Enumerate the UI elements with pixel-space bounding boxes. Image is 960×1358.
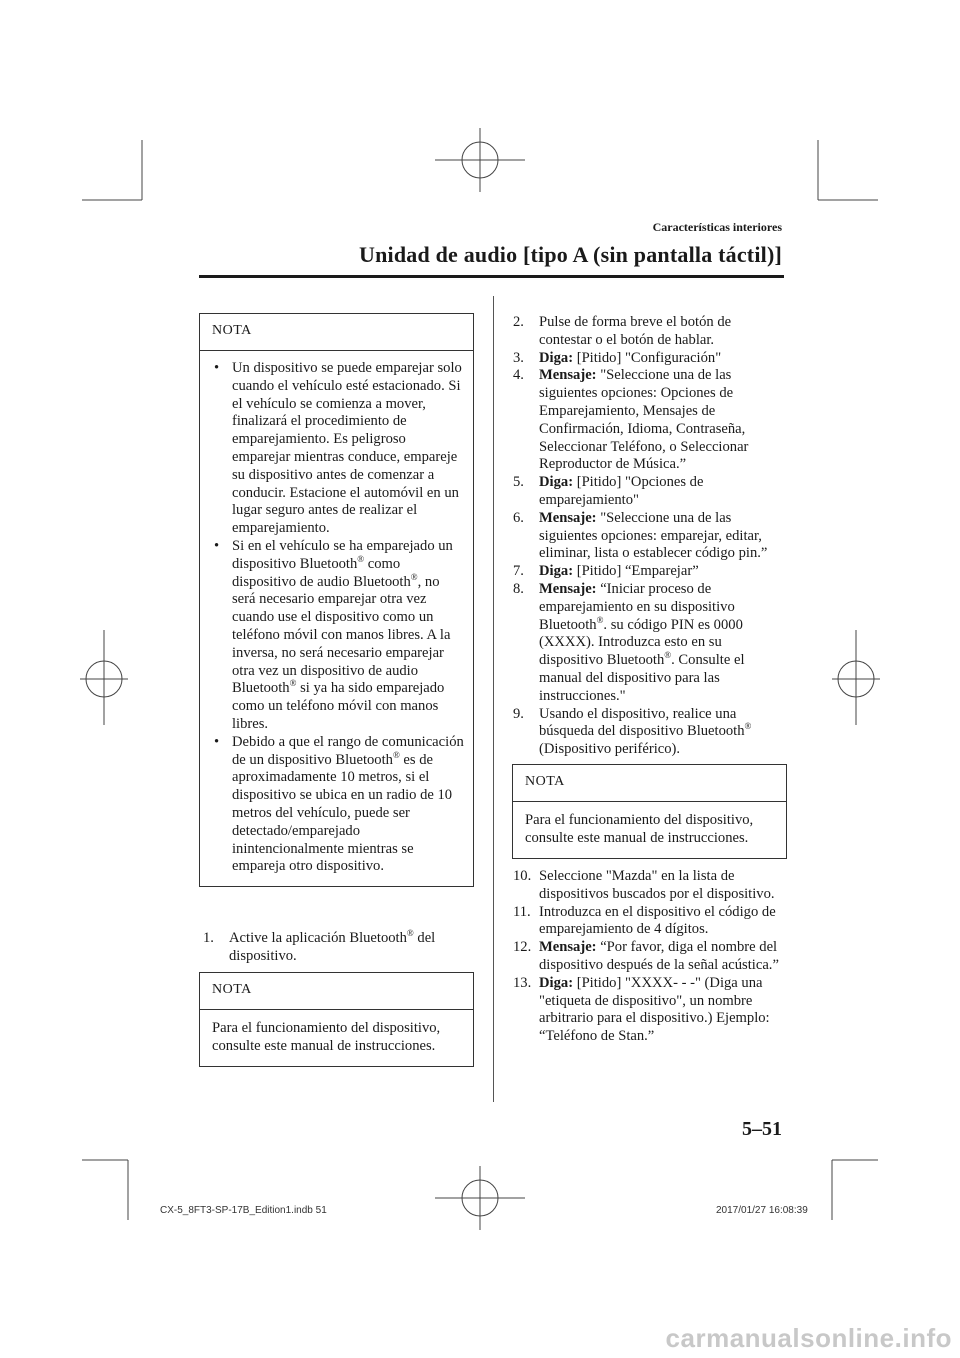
step-text: [Pitido] “Emparejar” [573,563,699,580]
step-item [513,868,785,904]
step-text: Seleccione "Mazda" en la lista de dispositivos buscados por el dispositivo. [539,868,775,902]
note-heading: NOTA [200,314,473,351]
note-body [200,351,473,886]
note-bullet-text: Si en el vehículo se ha emparejado un dispositivo Bluetooth® como dispositivo de audio Bluetooth®, no será necesario emparejar otra vez cuando use el dispositivo como un teléfono móvil con manos libres. A la inversa, no será necesario emparejar otra vez un dispositivo de audio Bluetooth® si ya ha sido emparejado como un teléfono móvil con manos libres. [232,537,453,732]
step-item [513,474,785,510]
step-text: "Seleccione una de las siguientes opciones: emparejar, editar, eliminar, lista o establecer código pin.” [539,509,768,562]
step-number: 13. [513,974,532,991]
step-number: 7. [513,563,524,580]
step-label: Diga: [539,474,574,491]
step-number: 4. [513,367,524,384]
step-number: 1. [203,930,214,946]
page-title: Unidad de audio [tipo A (sin pantalla táctil)] [359,242,782,267]
note-body: Para el funcionamiento del dispositivo, consulte este manual de instrucciones. [525,812,754,846]
step-number: 9. [513,705,524,722]
step-text: Active la aplicación Bluetooth® del dispositivo. [229,928,436,964]
step-number: 3. [513,349,524,366]
step-number: 6. [513,509,524,526]
step-text: Pulse de forma breve el botón de contestar o el botón de hablar. [539,314,732,348]
step-number: 5. [513,474,524,491]
step-text: “Iniciar proceso de emparejamiento en su dispositivo Bluetooth®. su código PIN es 0000 (XXXX). Introduzca esto en su dispositivo Bluetooth®. Consulte el manual del dispositivo para las instrucciones." [539,580,745,704]
step-item [513,510,785,563]
note-bullet: • Un dispositivo se puede emparejar solo cuando el vehículo esté estacionado. Si el vehículo se comienza a mover, finalizará el procedimiento de emparejamiento. Es peligroso emparejar mientras conduce, empareje su dispositivo antes de comenzar a conducir. Estacione el automóvil en un lugar seguro antes de realizar el emparejamiento. [214,360,462,537]
step-text: "Seleccione una de las siguientes opciones: Opciones de Emparejamiento, Mensajes de Confirmación, Idioma, Contraseña, Seleccionar Teléfono, o Seleccionar Reproductor de Música.” [539,367,749,473]
step-item [513,563,785,581]
note-bullet-text: Un dispositivo se puede emparejar solo cuando el vehículo esté estacionado. Si el vehículo se comienza a mover, finalizará el procedimiento de emparejamiento. Es peligroso emparejar mientras conduce, empareje su dispositivo antes de comenzar a conducir. Estacione el automóvil en un lugar seguro antes de realizar el emparejamiento. [232,360,462,537]
step-item [513,904,785,940]
step-text: Introduzca en el dispositivo el código de emparejamiento de 4 dígitos. [539,903,776,938]
step-item [513,939,785,975]
step-item [513,367,785,474]
note-bullet-text: Debido a que el rango de comunicación de un dispositivo Bluetooth® es de aproximadamente 10 metros, si el dispositivo se ubica en un radio de 10 metros del vehículo, puede ser detectado/emparejado inintencionalmente mientras se empareja otro dispositivo. [232,733,464,875]
step-item [513,581,785,706]
note-body: Para el funcionamiento del dispositivo, consulte este manual de instrucciones. [212,1020,441,1054]
step-text: “Por favor, diga el nombre del dispositivo después de la señal acústica.” [539,939,779,973]
step-number: 2. [513,314,524,330]
step-number: 11. [513,903,531,920]
note-heading: NOTA [513,765,786,802]
note-bullet: • Debido a que el rango de comunicación de un dispositivo Bluetooth® es de aproximadamente 10 metros, si el dispositivo se ubica en un radio de 10 metros del vehículo, puede ser detectado/emparejado inintencionalmente mientras se empareja otro dispositivo. [214,733,464,875]
watermark: carmanualsonline.info [665,1323,952,1353]
step-number: 12. [513,939,532,956]
step-label: Mensaje: [539,580,597,597]
note-box [199,972,474,1067]
column-divider [493,296,494,1102]
step-text: [Pitido] "Configuración" [573,349,722,366]
step-label: Diga: [539,349,574,366]
footer-timestamp: 2017/01/27 16:08:39 [716,1205,808,1216]
note-box [512,764,787,859]
step-text: [Pitido] "XXXX- - -" (Diga una "etiqueta de dispositivo", un nombre arbitrario para el dispositivo.) Ejemplo: “Teléfono de Stan.” [539,974,770,1045]
footer-file: CX-5_8FT3-SP-17B_Edition1.indb 51 [160,1205,327,1216]
step-number: 8. [513,580,524,597]
step-number: 10. [513,868,532,884]
step-item [513,706,785,759]
note-heading: NOTA [200,973,473,1010]
step-label: Mensaje: [539,367,597,384]
step-item [513,350,785,368]
step-item [513,975,785,1046]
step-text: [Pitido] "Opciones de emparejamiento" [539,474,704,508]
step-label: Mensaje: [539,939,597,956]
step-text: Usando el dispositivo, realice una búsqueda del dispositivo Bluetooth® (Dispositivo periférico). [539,705,752,758]
steps-list [513,314,785,759]
header-rule [199,275,784,278]
step-label: Diga: [539,563,574,580]
step-label: Diga: [539,974,574,991]
step-item [203,930,481,966]
section-label: Características interiores [652,220,782,234]
step-item [513,314,785,350]
page-number: 5–51 [742,1118,782,1140]
step-label: Mensaje: [539,509,597,526]
steps-list [513,868,785,1046]
note-box [199,313,474,887]
note-bullet: • Si en el vehículo se ha emparejado un dispositivo Bluetooth® como dispositivo de audio Bluetooth®, no será necesario emparejar otra vez cuando use el dispositivo como un teléfono móvil con manos libres. A la inversa, no será necesario emparejar otra vez un dispositivo de audio Bluetooth® si ya ha sido emparejado como un teléfono móvil con manos libres. [214,537,453,732]
